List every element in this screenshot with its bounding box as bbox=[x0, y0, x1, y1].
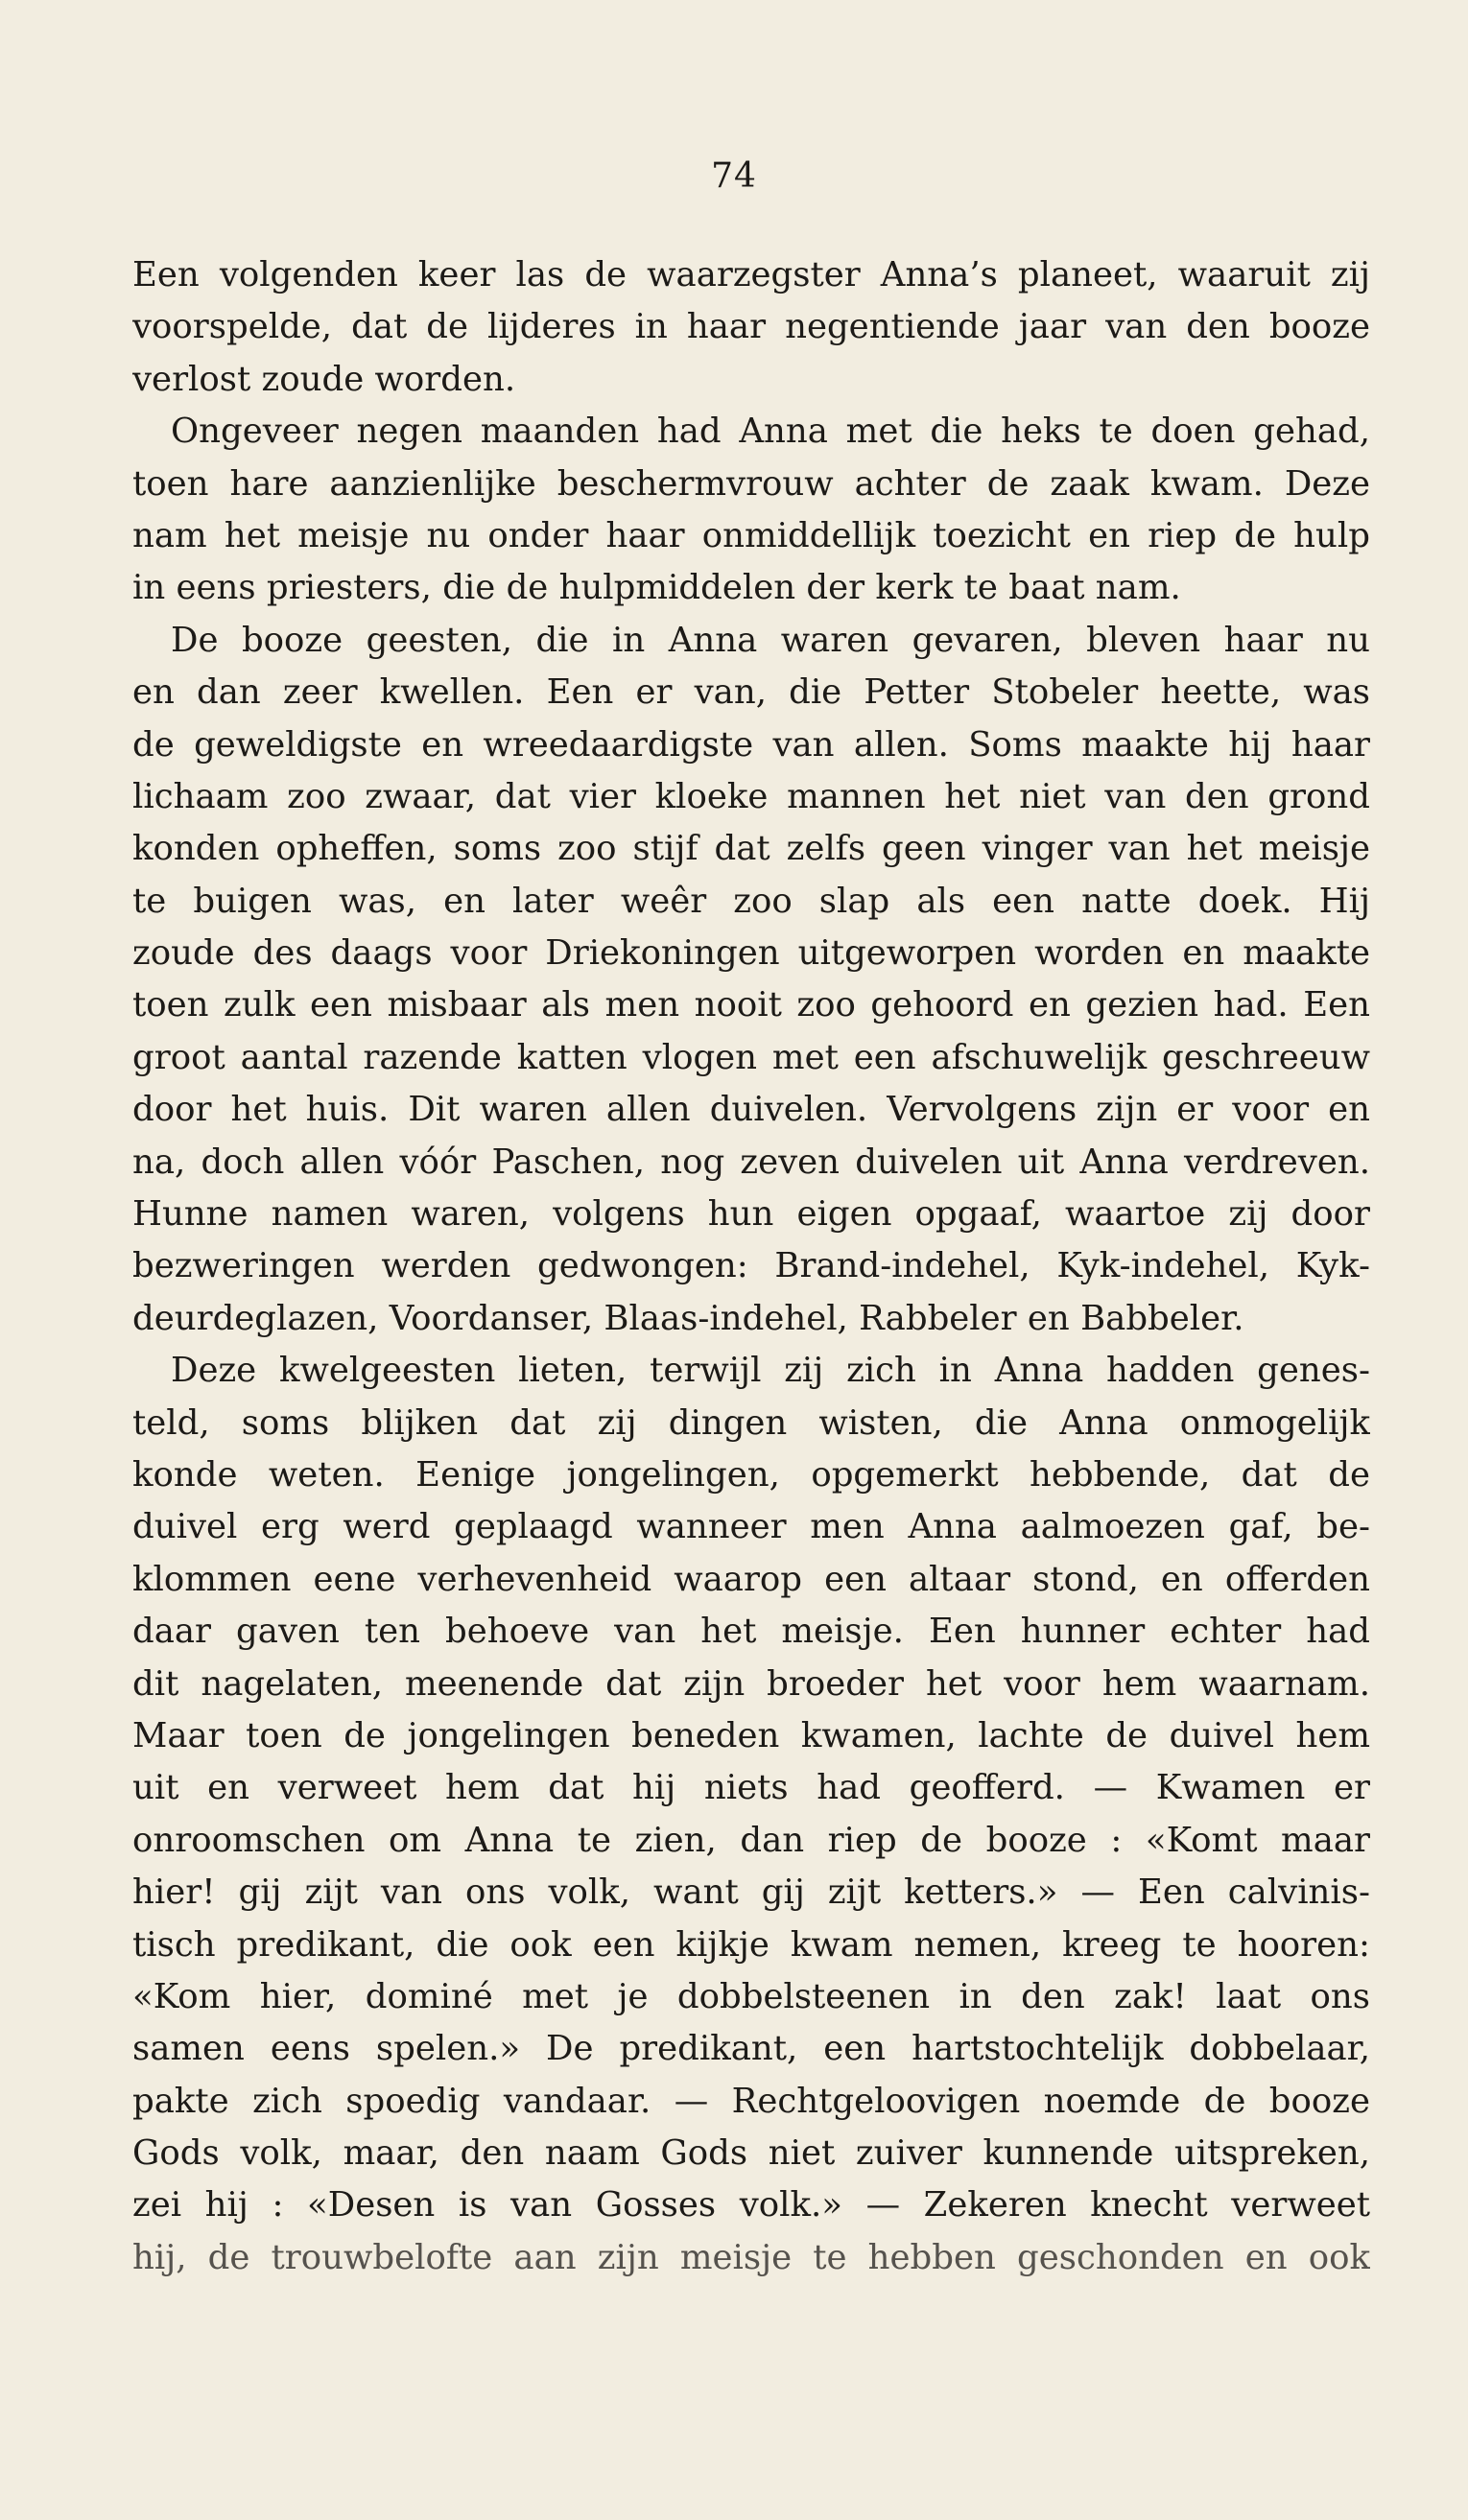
text-line: nam het meisje nu onder haar onmiddellijk toezicht en riep de hulp bbox=[132, 515, 1370, 555]
text-line: konden opheffen, soms zoo stijf dat zelfs geen vinger van het meisje bbox=[132, 829, 1370, 869]
text-line: konde weten. Eenige jongelingen, opgemerkt hebbende, dat de bbox=[132, 1454, 1370, 1495]
text-line: De booze geesten, die in Anna waren gevaren, bleven haar nu bbox=[171, 620, 1370, 660]
text-line: door het huis. Dit waren allen duivelen. Vervolgens zijn er voor en bbox=[132, 1090, 1370, 1130]
text-line: pakte zich spoedig vandaar. — Rechtgeloovigen noemde de booze bbox=[132, 2081, 1370, 2121]
text-line: Gods volk, maar, den naam Gods niet zuiver kunnende uitspreken, bbox=[132, 2133, 1370, 2174]
text-line: de geweldigste en wreedaardigste van allen. Soms maakte hij haar bbox=[132, 724, 1370, 765]
text-line: Een volgenden keer las de waarzegster Anna’s planeet, waaruit zij bbox=[132, 255, 1370, 294]
body-text bbox=[132, 249, 1370, 2284]
text-line: klommen eene verhevenheid waarop een altaar stond, en offerden bbox=[132, 1559, 1370, 1599]
text-line: hij, de trouwbelofte aan zijn meisje te hebben geschonden en ook bbox=[132, 2237, 1370, 2277]
text-line: toen hare aanzienlijke beschermvrouw achter de zaak kwam. Deze bbox=[132, 463, 1370, 504]
text-line: tisch predikant, die ook een kijkje kwam nemen, kreeg te hooren: bbox=[132, 1924, 1370, 1965]
text-line: na, doch allen vóór Paschen, nog zeven duivelen uit Anna verdreven. bbox=[132, 1142, 1370, 1182]
text-line: lichaam zoo zwaar, dat vier kloeke mannen het niet van den grond bbox=[132, 776, 1370, 816]
text-line: uit en verweet hem dat hij niets had geofferd. — Kwamen er bbox=[132, 1768, 1370, 1808]
text-line: Hunne namen waren, volgens hun eigen opgaaf, waartoe zij door bbox=[132, 1194, 1370, 1235]
text-line: dit nagelaten, meenende dat zijn broeder het voor hem waarnam. bbox=[132, 1663, 1370, 1704]
text-line: duivel erg werd geplaagd wanneer men Anna aalmoezen gaf, be- bbox=[132, 1507, 1370, 1547]
text-line: onroomschen om Anna te zien, dan riep de booze : «Komt maar bbox=[132, 1820, 1370, 1860]
text-line: daar gaven ten behoeve van het meisje. Een hunner echter had bbox=[132, 1612, 1370, 1652]
text-line: toen zulk een misbaar als men nooit zoo gehoord en gezien had. Een bbox=[132, 985, 1370, 1025]
text-line: groot aantal razende katten vlogen met een afschuwelijk geschreeuw bbox=[132, 1037, 1370, 1077]
text-line: zoude des daags voor Driekoningen uitgeworpen worden en maakte bbox=[132, 933, 1370, 974]
text-line: «Kom hier, dominé met je dobbelsteenen in den zak! laat ons bbox=[132, 1976, 1370, 2016]
page-number: 74 bbox=[711, 156, 757, 196]
text-line: Deze kwelgeesten lieten, terwijl zij zich in Anna hadden genes- bbox=[171, 1351, 1370, 1391]
text-line: samen eens spelen.» De predikant, een hartstochtelijk dobbelaar, bbox=[132, 2029, 1370, 2069]
text-line: voorspelde, dat de lijderes in haar negentiende jaar van den booze bbox=[132, 307, 1370, 347]
text-line: bezweringen werden gedwongen: Brand-indehel, Kyk-indehel, Kyk- bbox=[132, 1246, 1370, 1286]
text-line: zei hij : «Desen is van Gosses volk.» — Zekeren knecht verweet bbox=[132, 2185, 1370, 2226]
text-line: verlost zoude worden. bbox=[132, 359, 516, 399]
text-line: hier! gij zijt van ons volk, want gij zijt ketters.» — Een calvinis- bbox=[132, 1872, 1370, 1913]
text-line: deurdeglazen, Voordanser, Blaas-indehel, Rabbeler en Babbeler. bbox=[132, 1298, 1244, 1338]
text-line: teld, soms blijken dat zij dingen wisten, die Anna onmogelijk bbox=[132, 1402, 1370, 1443]
text-line: in eens priesters, die de hulpmiddelen der kerk te baat nam. bbox=[132, 568, 1181, 608]
text-line: Maar toen de jongelingen beneden kwamen, lachte de duivel hem bbox=[132, 1715, 1370, 1755]
text-line: en dan zeer kwellen. Een er van, die Petter Stobeler heette, was bbox=[132, 672, 1370, 713]
text-line: Ongeveer negen maanden had Anna met die heks te doen gehad, bbox=[171, 412, 1370, 452]
text-line: te buigen was, en later weêr zoo slap als een natte doek. Hij bbox=[132, 881, 1370, 921]
